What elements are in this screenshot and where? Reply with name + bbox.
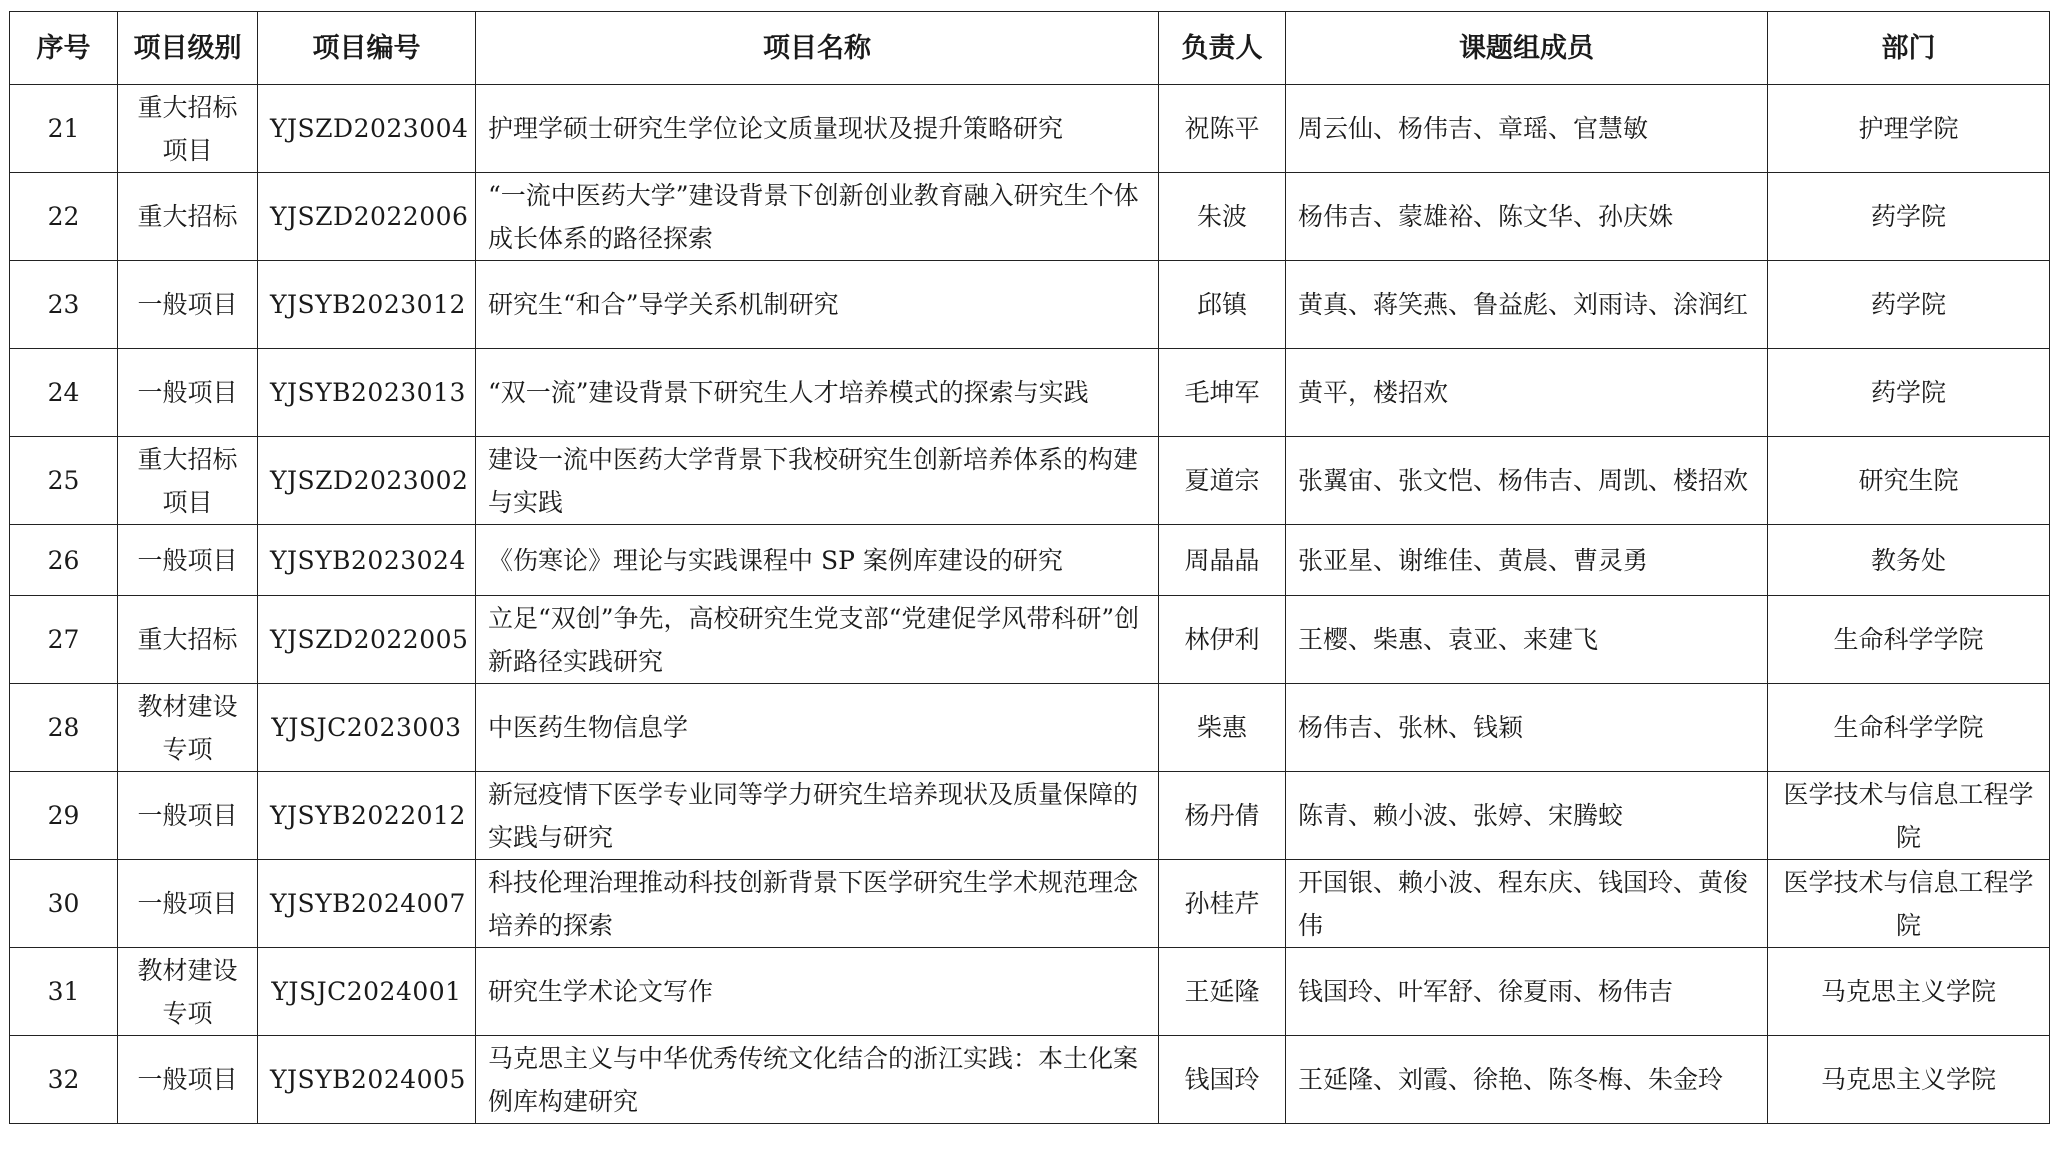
table-row bbox=[10, 860, 2050, 948]
cell-index: 29 bbox=[10, 772, 118, 860]
cell-index: 28 bbox=[10, 684, 118, 772]
cell-code: YJSYB2023012 bbox=[258, 261, 476, 349]
cell-leader: 周晶晶 bbox=[1159, 525, 1286, 596]
table-row bbox=[10, 349, 2050, 437]
cell-level: 教材建设专项 bbox=[118, 684, 258, 772]
cell-dept: 研究生院 bbox=[1768, 437, 2050, 525]
cell-index: 32 bbox=[10, 1036, 118, 1124]
cell-leader: 孙桂芹 bbox=[1159, 860, 1286, 948]
header-index: 序号 bbox=[10, 12, 118, 85]
cell-dept: 护理学院 bbox=[1768, 85, 2050, 173]
cell-members: 陈青、赖小波、张婷、宋腾蛟 bbox=[1286, 772, 1768, 860]
cell-members: 张翼宙、张文恺、杨伟吉、周凯、楼招欢 bbox=[1286, 437, 1768, 525]
header-dept: 部门 bbox=[1768, 12, 2050, 85]
cell-level: 重大招标 bbox=[118, 173, 258, 261]
cell-level: 一般项目 bbox=[118, 349, 258, 437]
cell-dept: 医学技术与信息工程学院 bbox=[1768, 860, 2050, 948]
cell-code: YJSJC2023003 bbox=[258, 684, 476, 772]
cell-leader: 林伊利 bbox=[1159, 596, 1286, 684]
cell-level: 一般项目 bbox=[118, 772, 258, 860]
cell-code: YJSZD2022005 bbox=[258, 596, 476, 684]
cell-name: 《伤寒论》理论与实践课程中 SP 案例库建设的研究 bbox=[476, 525, 1159, 596]
cell-leader: 祝陈平 bbox=[1159, 85, 1286, 173]
header-row bbox=[10, 12, 2050, 85]
cell-name: 立足“双创”争先，高校研究生党支部“党建促学风带科研”创新路径实践研究 bbox=[476, 596, 1159, 684]
cell-level: 一般项目 bbox=[118, 525, 258, 596]
table-row bbox=[10, 525, 2050, 596]
cell-name: 新冠疫情下医学专业同等学力研究生培养现状及质量保障的实践与研究 bbox=[476, 772, 1159, 860]
cell-level: 教材建设专项 bbox=[118, 948, 258, 1036]
cell-members: 开国银、赖小波、程东庆、钱国玲、黄俊伟 bbox=[1286, 860, 1768, 948]
cell-dept: 教务处 bbox=[1768, 525, 2050, 596]
cell-code: YJSYB2023024 bbox=[258, 525, 476, 596]
cell-name: 科技伦理治理推动科技创新背景下医学研究生学术规范理念培养的探索 bbox=[476, 860, 1159, 948]
cell-name: 中医药生物信息学 bbox=[476, 684, 1159, 772]
cell-code: YJSYB2024007 bbox=[258, 860, 476, 948]
cell-dept: 马克思主义学院 bbox=[1768, 948, 2050, 1036]
cell-code: YJSZD2022006 bbox=[258, 173, 476, 261]
cell-dept: 药学院 bbox=[1768, 261, 2050, 349]
cell-code: YJSJC2024001 bbox=[258, 948, 476, 1036]
header-leader: 负责人 bbox=[1159, 12, 1286, 85]
cell-code: YJSZD2023002 bbox=[258, 437, 476, 525]
cell-name: 护理学硕士研究生学位论文质量现状及提升策略研究 bbox=[476, 85, 1159, 173]
cell-members: 王延隆、刘霞、徐艳、陈冬梅、朱金玲 bbox=[1286, 1036, 1768, 1124]
table-row bbox=[10, 173, 2050, 261]
cell-level: 一般项目 bbox=[118, 860, 258, 948]
cell-dept: 生命科学学院 bbox=[1768, 596, 2050, 684]
cell-level: 一般项目 bbox=[118, 1036, 258, 1124]
projects-table bbox=[9, 11, 2050, 1124]
cell-index: 30 bbox=[10, 860, 118, 948]
table-row bbox=[10, 948, 2050, 1036]
cell-name: 马克思主义与中华优秀传统文化结合的浙江实践：本土化案例库构建研究 bbox=[476, 1036, 1159, 1124]
cell-name: “一流中医药大学”建设背景下创新创业教育融入研究生个体成长体系的路径探索 bbox=[476, 173, 1159, 261]
cell-code: YJSYB2022012 bbox=[258, 772, 476, 860]
cell-leader: 钱国玲 bbox=[1159, 1036, 1286, 1124]
header-name: 项目名称 bbox=[476, 12, 1159, 85]
cell-members: 王樱、柴惠、袁亚、来建飞 bbox=[1286, 596, 1768, 684]
cell-level: 重大招标项目 bbox=[118, 85, 258, 173]
cell-index: 26 bbox=[10, 525, 118, 596]
cell-dept: 医学技术与信息工程学院 bbox=[1768, 772, 2050, 860]
table-row bbox=[10, 261, 2050, 349]
table-row bbox=[10, 437, 2050, 525]
header-level: 项目级别 bbox=[118, 12, 258, 85]
cell-name: 建设一流中医药大学背景下我校研究生创新培养体系的构建与实践 bbox=[476, 437, 1159, 525]
cell-members: 杨伟吉、张林、钱颖 bbox=[1286, 684, 1768, 772]
cell-index: 23 bbox=[10, 261, 118, 349]
cell-members: 黄平，楼招欢 bbox=[1286, 349, 1768, 437]
cell-level: 重大招标项目 bbox=[118, 437, 258, 525]
cell-leader: 王延隆 bbox=[1159, 948, 1286, 1036]
table-row bbox=[10, 85, 2050, 173]
cell-index: 25 bbox=[10, 437, 118, 525]
cell-index: 27 bbox=[10, 596, 118, 684]
cell-index: 31 bbox=[10, 948, 118, 1036]
header-members: 课题组成员 bbox=[1286, 12, 1768, 85]
cell-members: 周云仙、杨伟吉、章瑶、官慧敏 bbox=[1286, 85, 1768, 173]
cell-dept: 药学院 bbox=[1768, 349, 2050, 437]
cell-code: YJSYB2024005 bbox=[258, 1036, 476, 1124]
cell-level: 一般项目 bbox=[118, 261, 258, 349]
cell-members: 杨伟吉、蒙雄裕、陈文华、孙庆姝 bbox=[1286, 173, 1768, 261]
cell-index: 24 bbox=[10, 349, 118, 437]
cell-dept: 马克思主义学院 bbox=[1768, 1036, 2050, 1124]
cell-name: “双一流”建设背景下研究生人才培养模式的探索与实践 bbox=[476, 349, 1159, 437]
cell-name: 研究生“和合”导学关系机制研究 bbox=[476, 261, 1159, 349]
cell-leader: 柴惠 bbox=[1159, 684, 1286, 772]
cell-name: 研究生学术论文写作 bbox=[476, 948, 1159, 1036]
cell-leader: 夏道宗 bbox=[1159, 437, 1286, 525]
cell-code: YJSZD2023004 bbox=[258, 85, 476, 173]
header-code: 项目编号 bbox=[258, 12, 476, 85]
table-row bbox=[10, 772, 2050, 860]
cell-leader: 毛坤军 bbox=[1159, 349, 1286, 437]
cell-members: 黄真、蒋笑燕、鲁益彪、刘雨诗、涂润红 bbox=[1286, 261, 1768, 349]
table-row bbox=[10, 1036, 2050, 1124]
table-row bbox=[10, 684, 2050, 772]
cell-index: 21 bbox=[10, 85, 118, 173]
cell-leader: 邱镇 bbox=[1159, 261, 1286, 349]
cell-level: 重大招标 bbox=[118, 596, 258, 684]
table-row bbox=[10, 596, 2050, 684]
cell-leader: 杨丹倩 bbox=[1159, 772, 1286, 860]
cell-dept: 药学院 bbox=[1768, 173, 2050, 261]
cell-code: YJSYB2023013 bbox=[258, 349, 476, 437]
cell-members: 张亚星、谢维佳、黄晨、曹灵勇 bbox=[1286, 525, 1768, 596]
cell-leader: 朱波 bbox=[1159, 173, 1286, 261]
cell-members: 钱国玲、叶军舒、徐夏雨、杨伟吉 bbox=[1286, 948, 1768, 1036]
cell-index: 22 bbox=[10, 173, 118, 261]
cell-dept: 生命科学学院 bbox=[1768, 684, 2050, 772]
